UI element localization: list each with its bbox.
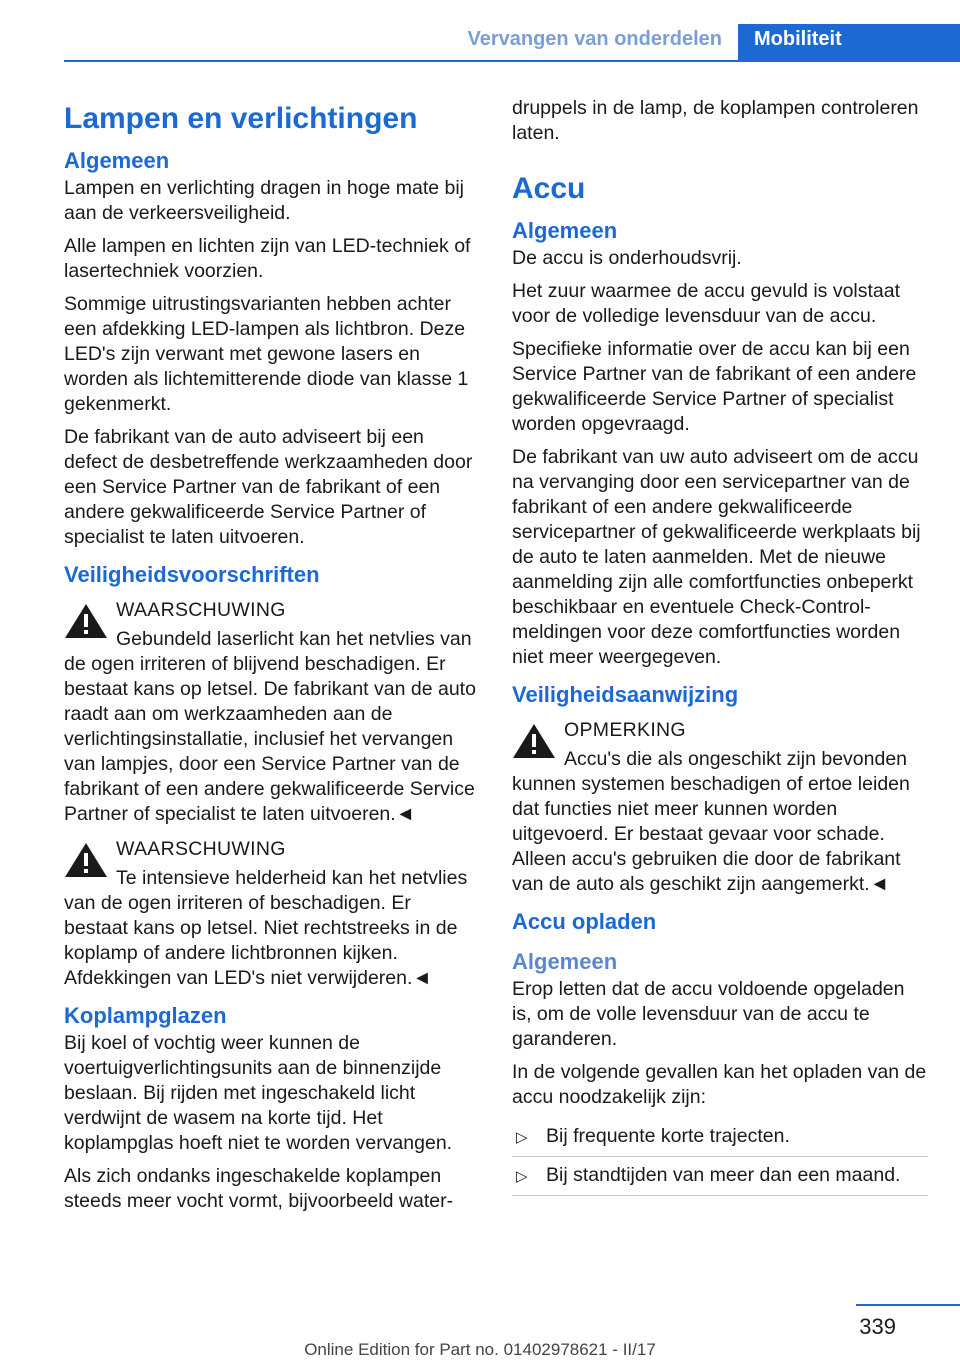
page-number: 339 — [859, 1314, 896, 1339]
lamps-general-paragraph: Sommige uitrustingsvarianten hebben achter een afdekking LED-lampen als lichtbron. Deze LED's zijn verwant met gewone lasers en worden als lichtemitterende diode van klasse 1 gekenmerkt. — [64, 293, 469, 415]
right-column — [512, 96, 928, 1196]
warning-title: WAARSCHUWING — [116, 599, 286, 621]
headlamp-glass-heading: Koplampglazen — [64, 1003, 227, 1028]
note-title: OPMERKING — [564, 719, 686, 741]
warning-text: Te intensieve helderheid kan het netvlies van de ogen irriteren of beschadigen. Er bestaat kans op letsel. Niet rechtstreeks in de koplamp of andere lichtbronnen kijken. Afdekkingen van LED's niet verwijderen.◄ — [64, 867, 468, 989]
battery-paragraph: De fabrikant van uw auto adviseert om de accu na vervanging door een servicepartner van de fabrikant of een andere gekwalificeerde servicepartner of gekwalificeerde werkplaats bij de auto te laten aanmelden. Met de nieuwe aanmelding zijn alle comfortfuncties onbeperkt beschikbaar en eventuele Check-Control-meldingen voor deze comfortfuncties worden niet meer weergegeven. — [512, 446, 921, 668]
charging-paragraph: In de volgende gevallen kan het opladen van de accu noodzakelijk zijn: — [512, 1061, 927, 1108]
battery-paragraph: De accu is onderhoudsvrij. — [512, 247, 742, 269]
battery-paragraph: Het zuur waarmee de accu gevuld is volstaat voor de volledige levensduur van de accu. — [512, 280, 901, 327]
header-section-title: Vervangen van onderdelen — [467, 28, 722, 50]
warning-triangle-icon — [512, 722, 556, 760]
edition-note: Online Edition for Part no. 01402978621 - II/17 — [304, 1340, 656, 1359]
warning-title: WAARSCHUWING — [116, 838, 286, 860]
lamps-general-paragraph: Lampen en verlichting dragen in hoge mate bij aan de verkeersveiligheid. — [64, 177, 465, 224]
list-item-text: Bij standtijden van meer dan een maand. — [546, 1164, 901, 1186]
battery-title: Accu — [512, 172, 586, 205]
left-column — [64, 96, 480, 1222]
triangle-bullet-icon: ▷ — [516, 1168, 528, 1185]
safety-rules-heading: Veiligheidsvoorschriften — [64, 562, 320, 587]
headlamp-glass-paragraph: Bij koel of vochtig weer kunnen de voertuigverlichtingsunits aan de binnenzijde beslaan. Bij rijden met ingeschakeld licht verdwijnt de wasem na korte tijd. Het koplampglas hoeft niet te worden vervangen. — [64, 1032, 453, 1154]
list-item-text: Bij frequente korte trajecten. — [546, 1125, 790, 1147]
charging-cases-list — [512, 1118, 928, 1196]
battery-paragraph: Specifieke informatie over de accu kan bij een Service Partner van de fabrikant of een andere gekwalificeerde Service Partner of specialist worden opgevraagd. — [512, 338, 917, 435]
warning-triangle-icon — [64, 602, 108, 640]
warning-text: Gebundeld laserlicht kan het netvlies van de ogen irriteren of blijvend beschadigen. Er bestaat kans op letsel. De fabrikant van de auto raadt aan om werkzaamheden aan de verlichtingsinstallatie, inclusief het vervangen van lampjes, door een Service Partner van de fabrikant of een andere gekwalificeerde Service Partner of specialist te laten uitvoeren.◄ — [64, 628, 476, 825]
battery-safety-heading: Veiligheidsaanwijzing — [512, 682, 739, 707]
charging-general-heading: Algemeen — [512, 949, 618, 974]
note-block — [512, 718, 928, 897]
lamps-general-heading: Algemeen — [64, 148, 170, 173]
triangle-bullet-icon: ▷ — [516, 1129, 528, 1146]
lamps-general-paragraph: De fabrikant van de auto adviseert bij een defect de desbetreffende werkzaamheden door een Service Partner van de fabrikant of een andere gekwalificeerde Service Partner of specialist te laten uitvoeren. — [64, 426, 473, 548]
headlamp-glass-paragraph: Als zich ondanks ingeschakelde koplampen steeds meer vocht vormt, bijvoorbeeld water- — [64, 1165, 454, 1212]
header-divider — [64, 60, 960, 62]
note-text: Accu's die als ongeschikt zijn bevonden kunnen systemen beschadigen of ertoe leiden dat functies niet meer kunnen worden uitgevoerd. Er bestaat gevaar voor schade. Alleen accu's gebruiken die door de fabrikant van de auto als geschikt zijn aangemerkt.◄ — [512, 748, 910, 895]
footer-divider — [856, 1304, 960, 1306]
headlamp-glass-paragraph-continued: druppels in de lamp, de koplampen controleren laten. — [512, 97, 919, 144]
lamps-title: Lampen en verlichtingen — [64, 102, 418, 135]
page-header — [0, 0, 960, 62]
battery-charging-heading: Accu opladen — [512, 909, 657, 934]
list-item — [512, 1157, 928, 1196]
warning-triangle-icon — [64, 841, 108, 879]
warning-block — [64, 837, 480, 991]
list-item — [512, 1118, 928, 1157]
charging-paragraph: Erop letten dat de accu voldoende opgeladen is, om de volle levensduur van de accu te garanderen. — [512, 978, 905, 1050]
battery-general-heading: Algemeen — [512, 218, 618, 243]
warning-block — [64, 598, 480, 827]
header-chapter-tab: Mobiliteit — [738, 24, 960, 62]
lamps-general-paragraph: Alle lampen en lichten zijn van LED-techniek of lasertechniek voorzien. — [64, 235, 471, 282]
